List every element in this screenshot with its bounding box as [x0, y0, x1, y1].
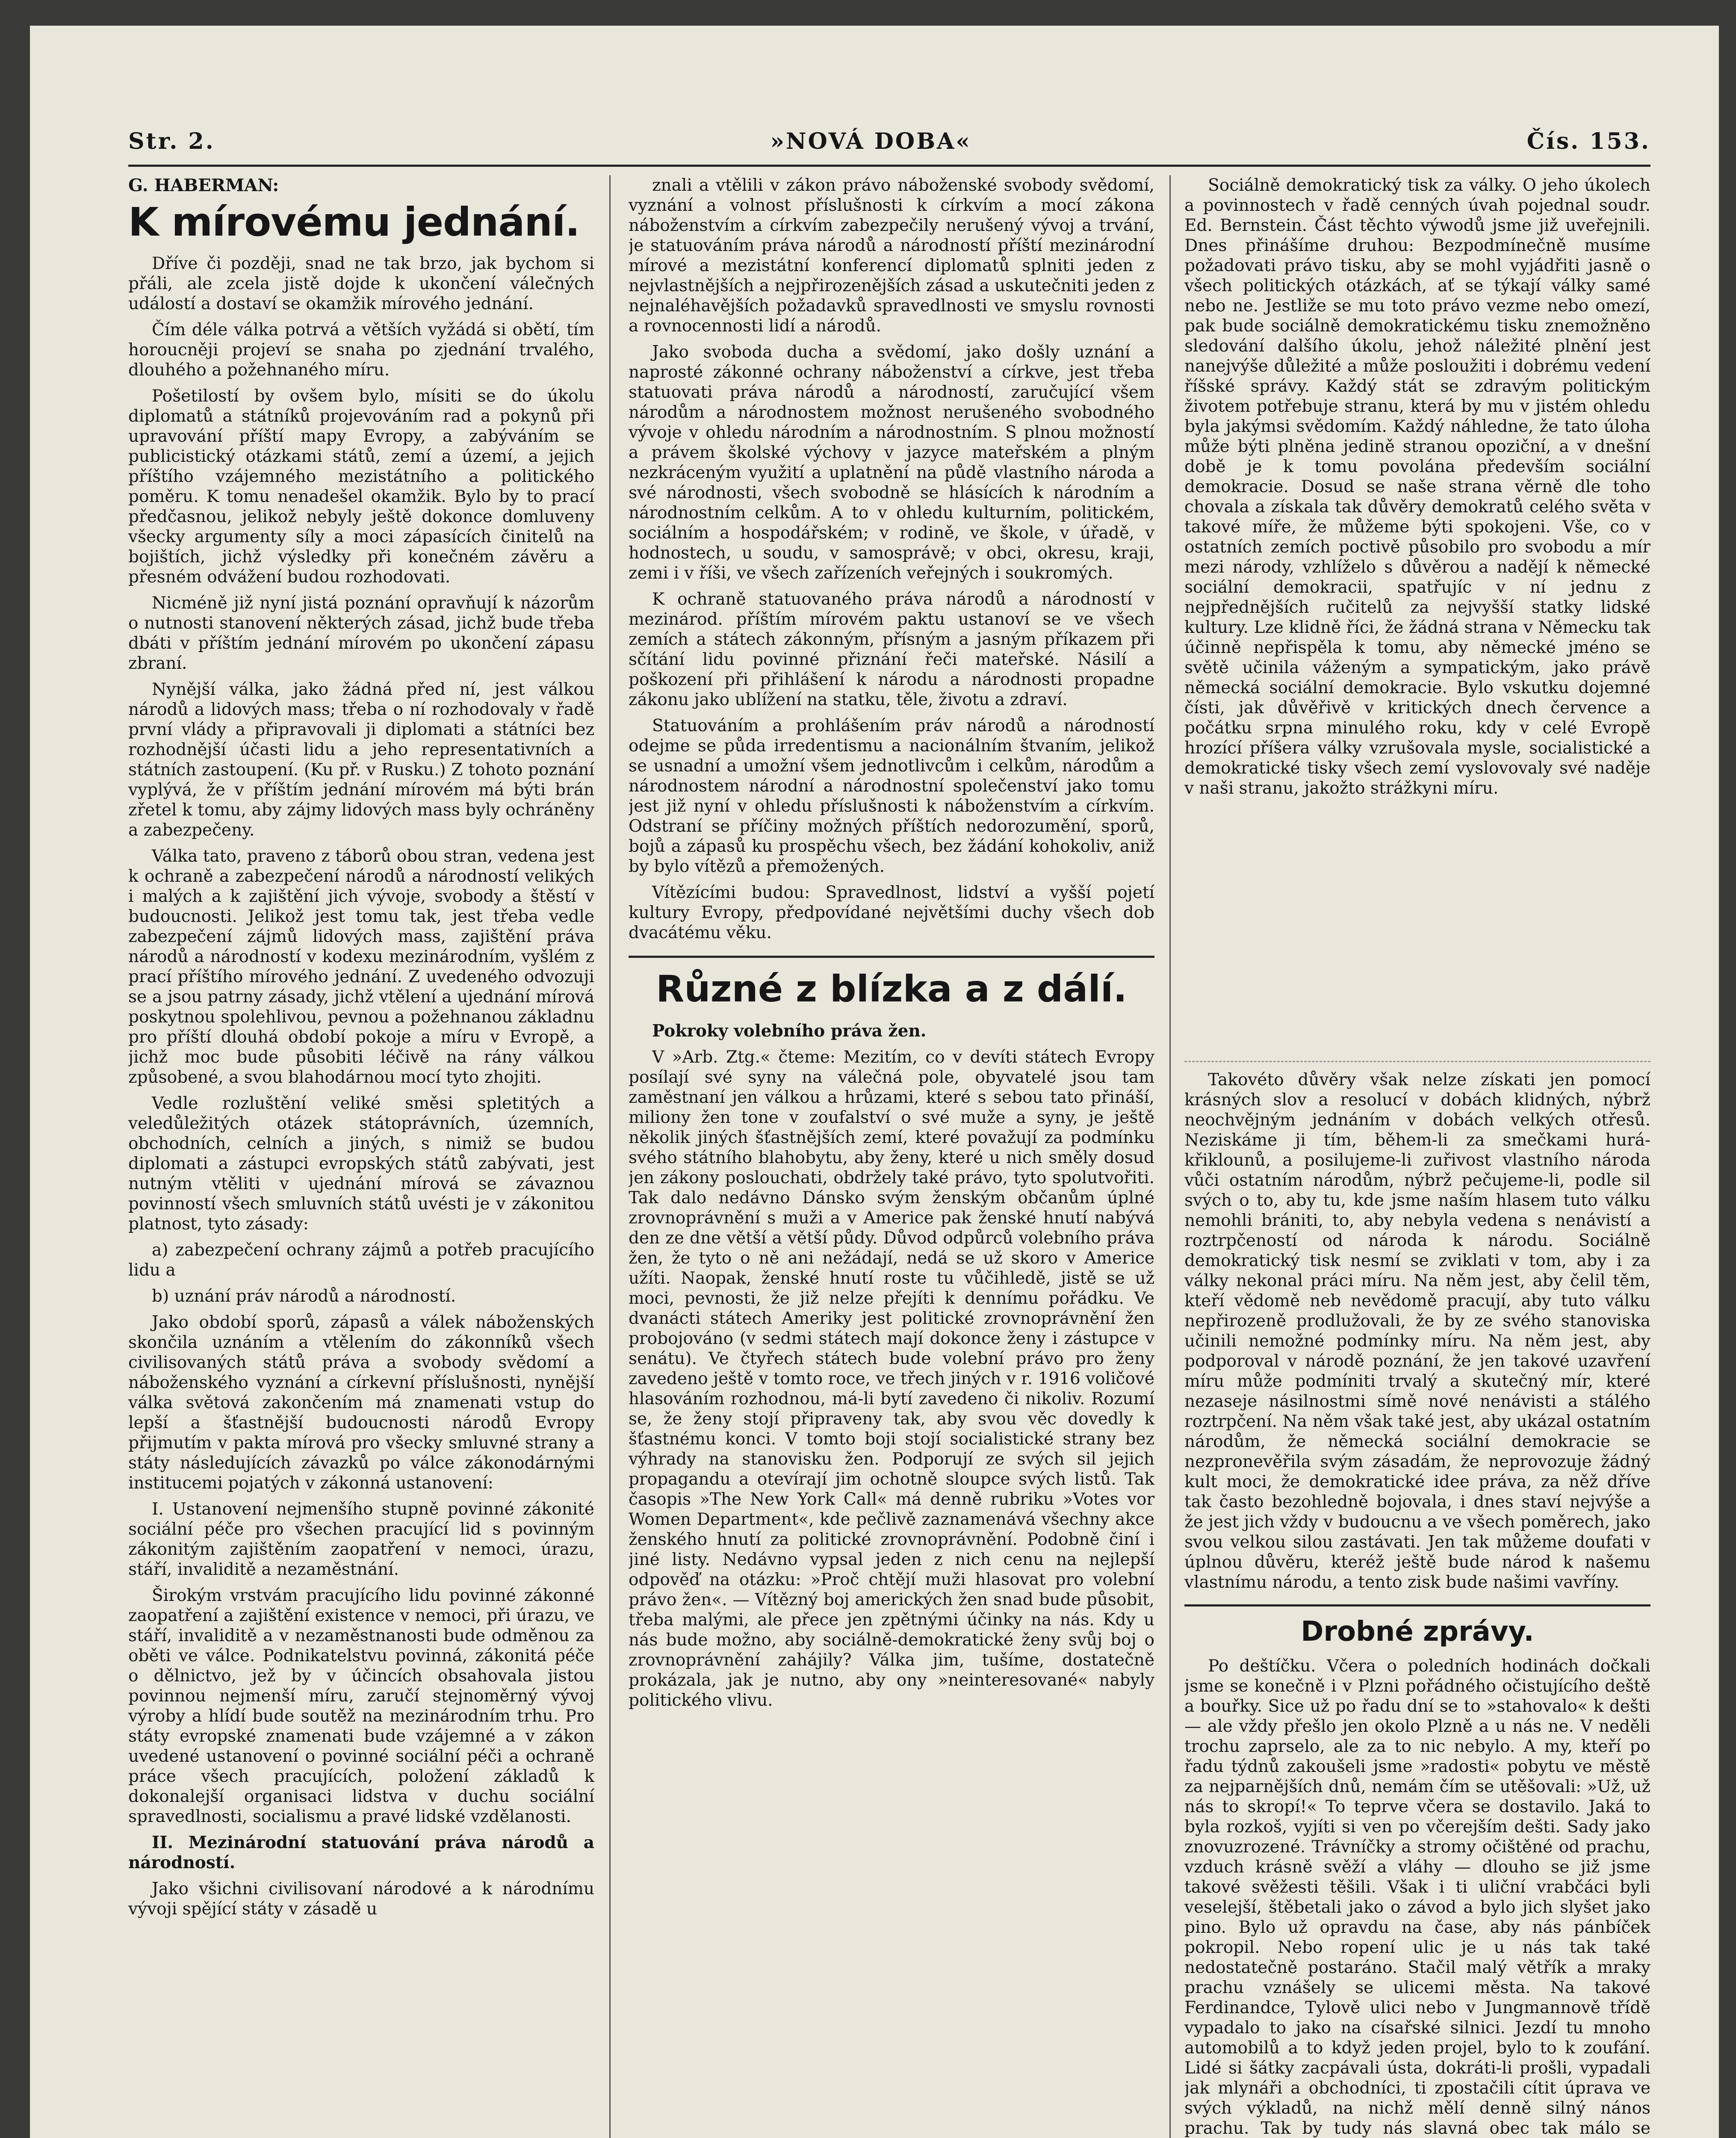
paragraph: Vedle rozluštění veliké směsi spletitých a veledůležitých otázek státoprávních, územních, obchodních, celních a jiných, s nimiž se budou diplomati a zástupci evropských států zabývati, jest nutným vtěliti v ujednání mírová se závaznou povinností všech smluvních států uvésti je v zákonitou platnost, tyto zásady:: [128, 1094, 594, 1234]
item-title: Pokroky volebního práva žen.: [652, 1021, 927, 1041]
paragraph: K ochraně statuovaného práva národů a národností v mezinárod. příštím mírovém paktu ustanoví se ve všech zemích a státech zákonným, přísným a jasným příkazem při sčítání lidu povinné přiznání řeči mateřské. Násilí a poškození při přihlášení k národu a národnosti propadne zákonu jako ublížení na statku, těle, životu a zdraví.: [629, 590, 1154, 709]
paragraph: V »Arb. Ztg.« čteme: Mezitím, co v devíti státech Evropy posílají své syny na válečná pole, obyvatelé jsou tam zaměstnaní jen válkou a hrůzami, které s sebou tato přináší, miliony žen tone v zoufalství o své muže a syny, je ještě několik jiných šťastnějších zemí, které považují za podmínku svého státního blahobytu, aby ženy, které u nich směly dosud jen zákony poslouchati, obdržely také právo, tyto spolutvořiti. Tak dalo nedávno Dánsko svým ženským občanům úplné zrovnoprávnění s muži a v Americe pak ženské hnutí nabývá den ze dne větší a větší půdy. Důvod odpůrců volebního práva žen, že tyto o ně ani nežádají, nedá se už skoro v Americe užíti. Naopak, ženské hnutí roste tu vůčihledě, jistě se už moci, pevnosti, že již nelze přejíti k dennímu pořádku. Ve dvanácti státech Ameriky jest politické zrovnoprávnění žen probojováno (v sedmi státech mají dokonce ženy i zástupce v senátu). Ve čtyřech státech bude volební právo pro ženy zavedeno ještě v tomto roce, ve třech jiných v r. 1916 voličové hlasováním rozhodnou, má-li bytí zavedeno či nikoliv. Rozumí se, že ženy stojí připraveny tak, aby svou věc dovedly k šťastnému konci. V tomto boji stojí socialistické strany bez výhrady na stanovisku žen. Podporují ze svých sil jejich propagandu a otevírají jim ochotně sloupce svých listů. Tak časopis »The New York Call« má denně rubriku »Votes vor Women Department«, kde pečlivě zaznamenává všechny akce ženského hnutí za politické zrovnoprávnění. Podobně činí i jiné listy. Nedávno vypsal jeden z nich cenu na nejlepší odpověď na otázku: »Proč chtějí muži hlasovat pro volební právo žen«. — Vítězný boj amerických žen snad bude působit, třeba malými, ale přece jen zpětnými účinky na nás. Kdy u nás bude možno, aby sociálně-demokratické ženy svůj boj o zrovnoprávnění zahájily? Válka jim, tušíme, dostatečně prokázala, jak je nutno, aby ony »neinteresované« nabyly politického vlivu.: [629, 1048, 1154, 1710]
paragraph: a) zabezpečení ochrany zájmů a potřeb pracujícího lidu a: [128, 1240, 594, 1280]
column-3: [1184, 175, 1650, 2138]
article-headline: K mírovému jednání.: [128, 199, 580, 245]
newspaper-page: [30, 26, 1719, 2138]
page-header: [128, 118, 1650, 167]
paragraph: Válka tato, praveno z táborů obou stran, vedena jest k ochraně a zabezpečení národů a národností velikých i malých a k zajištění jich vývoje, svobody a štěstí v budoucnosti. Jelikož jest tomu tak, jest třeba vedle zabezpečení zájmů lidových mass, zajištění práva národů a národností v kodexu mezinárodním, vyšlém z prací příštího mírového jednání. Z uvedeného odvozuji se a jsou patrny zásady, jichž vtělení a ujednání mírová poskytnou spolehlivou, pevnou a požehnanou základnu pro příští dlouhá období pokoje a míru v Evropě, a jichž moc bude působiti léčivě na rány válkou způsobené, a svou blahodárnou mocí tyto zhojiti.: [128, 847, 594, 1087]
censored-blank: [1184, 804, 1650, 1062]
issue-number: Čís. 153.: [1526, 128, 1650, 154]
newspaper-title: »NOVÁ DOBA«: [770, 128, 971, 154]
paragraph: Nicméně již nyní jistá poznání opravňují k názorům o nutnosti stanovení některých zásad, jichž bude třeba dbáti v příštím jednání mírovém po ukončení zápasu zbraní.: [128, 594, 594, 673]
paragraph: Čím déle válka potrvá a větších vyžádá si obětí, tím horoucněji projeví se snaha po zjednání trvalého, dlouhého a požehnaného míru.: [128, 320, 594, 380]
paragraph: Pošetilostí by ovšem bylo, mísiti se do úkolu diplomatů a státníků projevováním rad a pokynů při upravování příští mapy Evropy, a zabýváním se publicistický otázkami států, zemí a území, a jejich příštího vzájemného mezistátního a politického poměru. K tomu nenadešel okamžik. Bylo by to prací předčasnou, jelikož nebyly ještě dokonce domluveny všecky argumenty síly a moci zápasících činitelů na bojištích, jichž výsledky při konečném závěru a přesném odvážení budou rozhodovati.: [128, 387, 594, 587]
paragraph: Takovéto důvěry však nelze získati jen pomocí krásných slov a resolucí v dobách klidných, nýbrž neochvějným jednáním v dobách velkých otřesů. Neziskáme ji tím, během-li za smečkami hurá-křiklounů, a posilujeme-li zuřivost vlastního národa vůči ostatním národům, nýbrž pečujeme-li, podle sil svých o to, aby tu, kde jsme naším hlasem tuto válku nemohli brániti, to, aby nebyla vedena s nenávistí a roztrpčeností od národa k národu. Sociálně demokratický tisk nesmí se zviklati v tom, aby i za války nekonal práci míru. Na něm jest, aby čelil těm, kteří vědomě neb nevědomě pracují, aby tuto válku nepřirozeně prodlužovali, že by ze svého stanoviska učinili nemožné podmínky míru. Na něm jest, aby podporoval v národě poznání, že jen takové uzavření míru může podmíniti trvalý a skutečný mír, které nezaseje násilnostmi símě nové nenávisti a stálého roztrpčení. Na něm však také jest, aby ukázal ostatním národům, že německá sociální demokracie se nezpronevěřila svým zásadám, že neprovozuje žádný kult moci, že demokratické idee práva, za něž dříve tak často bezohledně bojovala, i dnes staví nejvýše a že jest jich vždy v budoucnu a ve všech poměrech, jako svou velkou silou zastávati. Jen tak můžeme doufati v úplnou důvěru, kteréž ještě bude národ k našemu vlastnímu národu, a tento zisk bude našimi vavříny.: [1184, 1070, 1650, 1592]
column-2: [629, 175, 1154, 2138]
paragraph: I. Ustanovení nejmenšího stupně povinné zákonité sociální péče pro všechen pracující lid s povinným zákonitým zajištěním zaopatření v nemoci, úrazu, stáří, invaliditě a nezaměstnání.: [128, 1500, 594, 1579]
paragraph: Po deštíčku. Včera o poledních hodinách dočkali jsme se konečně i v Plzni pořádného očistujícího deště a bouřky. Sice už po řadu dní se to »stahovalo« k dešti — ale vždy přešlo jen okolo Plzně a u nás ne. V neděli trochu zaprselo, ale za to nic nebylo. A my, kteří po řadu týdnů zakoušeli jsme »radosti« pobytu ve městě za nejparnějších dnů, nemám čím se utěšovali: »Už, už nás to skropí!« To teprve včera se dostavilo. Jaká to byla rozkoš, vyjíti si ven po včerejším dešti. Sady jako znovuzrozené. Trávníčky a stromy očištěné od prachu, vzduch krásně svěží a vláhy — dlouho se již jsme takové svěžesti těšili. Však i ti uliční vrabčáci byli veselejší, štěbetali jako o závod a bylo jich slyšet jako pino. Bylo už opravdu na čase, aby nás pánbíček pokropil. Nebo ropení ulic je u nás tak také nedostatečně postaráno. Stačil malý větřík a mraky prachu vznášely se ulicemi města. Na takové Ferdinandce, Tylově ulici nebo v Jungmannově třídě vypadalo to jako na císařské silnici. Jezdí tu mnoho automobilů a to když jeden projel, bylo to k zoufání. Lidé si šátky zacpávali ústa, dokráti-li prošli, vypadali jak mlynáři a obchodníci, ti zpostačili cítit úprava ve svých výkladů, na nichž mělí denně silný nános prachu. Tak by tudy nás slavná obec tak málo se: [1184, 1657, 1650, 2138]
article-byline: G. HABERMAN:: [128, 175, 279, 195]
paragraph: Jako svoboda ducha a svědomí, jako došly uznání a naprosté zákonné ochrany náboženství a církve, jest třeba statuovati práva národů a národností, zaručující všem národům a národnostem možnost nerušeného svobodného vývoje v ohledu národním a národnostním. S plnou možností a právem školské výchovy v jazyce mateřském a plným nezkráceným využití a uplatnění na půdě vlastního národa a své národnosti, všech svobodně se hlásících k národním a národnostním celkům. A to v ohledu kulturním, politickém, sociálním a hospodářském; v rodině, ve škole, v úřadě, v hodnostech, u soudu, v samosprávě; v obci, okresu, kraji, zemi i v říši, ve všech zařízeních veřejných i soukromých.: [629, 343, 1154, 583]
column-rule: [609, 175, 611, 2138]
section-heading: Různé z blízka a z dálí.: [629, 956, 1154, 1013]
paragraph: znali a vtělili v zákon právo náboženské svobody svědomí, vyznání a volnost příslušnosti k církvím a mocí zákona náboženstvím a církvím zabezpečily nerušený vývoj a trvání, je statuováním práva národů a národností příští mezinárodní mírové a mezistátní konferencí diplomatů splniti jeden z nejvlastnějších a nejpřirozenějších zásad a uskutečniti jeden z nejnaléhavějších požadavků spravedlnosti ve smyslu rovnosti a rovnocennosti lidí a národů.: [629, 176, 1154, 336]
paragraph: Sociálně demokratický tisk za války. O jeho úkolech a povinnostech v řadě cenných úvah pojednal soudr. Ed. Bernstein. Část těchto výwodů jsme již uveřejnili. Dnes přinášíme druhou: Bezpodmínečně musíme požadovati právo tisku, aby se mohl vyjádřiti jasně o všech politických otázkách, ať se týkají války samé nebo ne. Jestliže se mu toto právo vezme nebo omezí, pak bude sociálně demokratickému tisku znemožněno sledování dalšího úkolu, jehož náležité plnění jest nanejvýše důležité a může posloužiti i dobrému vedení říšské správy. Každý stát se zdravým politickým životem potřebuje stranu, která by mu v jistém ohledu byla jakýmsi svědomím. Každý náhledne, že tato úloha může býti plněna jedině stranou opoziční, a v dnešní době je k tomu povolána především sociální demokracie. Dosud se naše strana věrně dle toho chovala a získala tak důvěry demokratů celého světa v takové míře, že můžeme býti spokojeni. Vše, co v ostatních zemích poctivě působilo pro svobodu a mír mezi národy, vzhlíželo s důvěrou a nadějí k německé sociální demokracii, spatřujíc v ní jednu z nejpřednějších ručitelů za nejvyšší statky lidské kultury. Lze klidně říci, že žádná strana v Německu tak účinně nepřispěla k tomu, aby německé jméno se světě učinila váženým a sympatickým, jako právě německá sociální demokracie. Bylo vskutku dojemné čísti, jak důvěřivě v kritických dnech července a počátku srpna minulého roku, kdy v celé Evropě hrozící příšera války vzrušovala mysle, socialistické a demokratické tisky všech zemí vyslovovaly své naděje v naši stranu, jakožto strážkyni míru.: [1184, 176, 1650, 798]
paragraph: Jako všichni civilisovaní národové a k národnímu vývoji spějící státy v zásadě u: [128, 1879, 594, 1919]
paragraph: Jako období sporů, zápasů a válek náboženských skončila uznáním a vtělením do zákonníků všech civilisovaných států práva a svobody svědomí a náboženského vyznání a církevní příslušnosti, nynější válka světová zakončením má znamenati vstup do lepší a šťastnější budoucnosti národů Evropy přijmutím v pakta mírová pro všecky smluvné strany a státy následujících závazků po válce zákonodárnými institucemi pojatých v zákonná ustanovení:: [128, 1313, 594, 1493]
paragraph: Statuováním a prohlášením práv národů a národností odejme se půda irredentismu a nacionálním štvaním, jelikož se usnadní a umožní všem jednotlivcům i celkům, národům a národnostem národní a národnostní společenství jako tomu jest již nyní v ohledu příslušnosti k náboženstvím a církvím. Odstraní se příčiny možných příštích nedorozumění, sporů, bojů a zápasů ku prospěchu všech, bez žádání kohokoliv, aniž by bylo vítězů a přemožených.: [629, 716, 1154, 876]
paragraph: Širokým vrstvám pracujícího lidu povinné zákonné zaopatření a zajištění existence v nemoci, při úrazu, ve stáří, invaliditě a v nezaměstnanosti bude odměnou za oběti ve válce. Podnikatelstvu povinná, zákonitá péče o dělnictvo, jež by v účincích obsahovala jistou povinnou nejmenší míru, zaručí stejnoměrný vývoj výroby a hlídí bude soutěž na mezinárodním trhu. Pro státy evropské znamenati bude vzájemné a v zákon uvedené ustanovení o povinné sociální péči a ochraně práce všech pracujících, položení základů k dokonalejší organisaci lidstva v duchu sociální spravedlnosti, socialismu a pravé lidské vzdělanosti.: [128, 1586, 594, 1826]
page-number: Str. 2.: [128, 128, 215, 154]
paragraph: Nynější válka, jako žádná před ní, jest válkou národů a lidových mass; třeba o ní rozhodovaly v řadě první vlády a připravovali ji diplomati a státníci bez rozhodnější účasti lidu a jeho representativních a státních zastoupení. (Ku př. v Rusku.) Z tohoto poznání vyplývá, že v příštím jednání mírovém má býti brán zřetel k tomu, aby zájmy lidových mass byly ochráněny a zabezpečeny.: [128, 680, 594, 840]
subsection-heading: Drobné zprávy.: [1184, 1604, 1650, 1651]
paragraph: b) uznání práv národů a národností.: [152, 1287, 456, 1306]
paragraph: Dříve či později, snad ne tak brzo, jak bychom si přáli, ale zcela jistě dojde k ukončení válečných událostí a dostaví se okamžik mírového jednání.: [128, 254, 594, 313]
column-rule: [1169, 175, 1171, 2138]
paragraph: Vítězícími budou: Spravedlnost, lidství a vyšší pojetí kultury Evropy, předpovídané největšími duchy všech dob dvacátému věku.: [629, 883, 1154, 942]
paragraph: II. Mezinárodní statuování práva národů a národností.: [128, 1833, 594, 1872]
column-1: [128, 175, 594, 2138]
